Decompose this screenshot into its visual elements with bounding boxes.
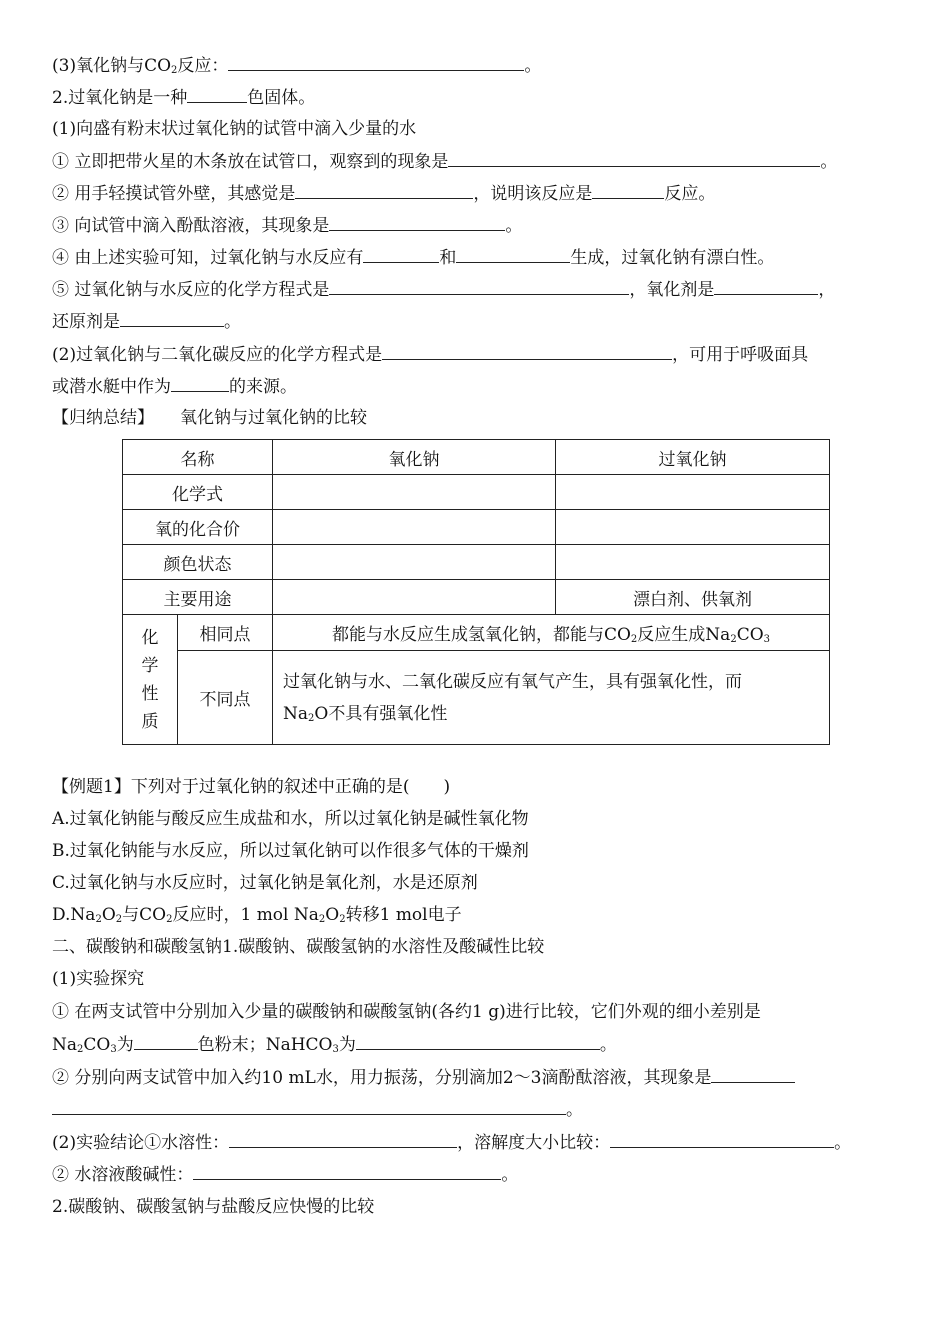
same-point-label: 相同点 (178, 615, 273, 651)
table-header-cell: 过氧化钠 (556, 440, 830, 475)
question-line-color: 2.过氧化钠是一种 色固体。 (52, 88, 316, 108)
table-row (123, 615, 830, 651)
answer-blank[interactable] (134, 1033, 198, 1050)
row-label: 颜色状态 (123, 545, 273, 580)
answer-cell[interactable] (273, 545, 556, 580)
answer-blank[interactable] (456, 246, 570, 263)
question-line-conclusion: (2)实验结论①水溶性： ，溶解度大小比较： 。 (52, 1133, 852, 1153)
table-header-cell: 氧化钠 (273, 440, 556, 475)
question-line-phenolphthalein: ③ 向试管中滴入酚酞溶液，其现象是 。 (52, 216, 523, 236)
table-row (123, 651, 830, 745)
example-question: 【例题1】下列对于过氧化钠的叙述中正确的是( ) (52, 777, 451, 797)
option-c[interactable]: C.过氧化钠与水反应时，过氧化钠是氧化剂，水是还原剂 (52, 873, 478, 893)
question-line-splint: ① 立即把带火星的木条放在试管口，观察到的现象是 。 (52, 152, 838, 172)
answer-blank[interactable] (448, 150, 820, 167)
question-line-touch: ② 用手轻摸试管外壁，其感觉是 ，说明该反应是 反应。 (52, 184, 716, 204)
row-label: 主要用途 (123, 580, 273, 615)
answer-blank[interactable] (187, 86, 247, 103)
row-label: 氧的化合价 (123, 510, 273, 545)
experiment-intro: (1)向盛有粉末状过氧化钠的试管中滴入少量的水 (52, 119, 417, 139)
table-cell: 漂白剂、供氧剂 (556, 580, 830, 615)
summary-title: 氧化钠与过氧化钠的比较 (180, 408, 367, 428)
question-line-acidity: ② 水溶液酸碱性： 。 (52, 1165, 519, 1185)
chem-property-label: 化 学 性 质 (123, 615, 178, 745)
option-d[interactable]: $D.Na_2O_2$与$CO_2$反应时，1 mol $Na_2O_2$转移1 mol电子 (52, 905, 462, 925)
answer-blank[interactable] (295, 182, 473, 199)
question-line-3-co2: (3)氧化钠与$CO_2$反应： 。 (52, 56, 542, 76)
summary-heading (52, 407, 367, 429)
summary-tag: 【归纳总结】 (52, 408, 154, 428)
question-line-source: 或潜水艇中作为 的来源。 (52, 377, 297, 397)
table-header-cell: 名称 (123, 440, 273, 475)
experiment-step-1: ① 在两支试管中分别加入少量的碳酸钠和碳酸氢钠(各约1 g)进行比较，它们外观的细小差别是 (52, 1002, 761, 1022)
answer-blank[interactable] (52, 1098, 566, 1115)
answer-line-continued: 。 (52, 1098, 583, 1121)
answer-cell[interactable] (273, 475, 556, 510)
question-line-reductant: 还原剂是 。 (52, 312, 241, 332)
answer-blank[interactable] (193, 1163, 501, 1180)
answer-blank[interactable] (356, 1033, 600, 1050)
row-label: 化学式 (123, 475, 273, 510)
table-row (123, 580, 830, 615)
answer-cell[interactable] (556, 475, 830, 510)
option-a[interactable]: A.过氧化钠能与酸反应生成盐和水，所以过氧化钠是碱性氧化物 (52, 809, 529, 829)
answer-cell[interactable] (273, 580, 556, 615)
table-row (123, 545, 830, 580)
section-subheading: 2.碳酸钠、碳酸氢钠与盐酸反应快慢的比较 (52, 1197, 375, 1217)
answer-cell[interactable] (556, 510, 830, 545)
answer-blank[interactable] (714, 278, 818, 295)
answer-cell[interactable] (273, 510, 556, 545)
answer-cell[interactable] (556, 545, 830, 580)
table-row (123, 510, 830, 545)
table-header-row (123, 440, 830, 475)
answer-blank[interactable] (120, 310, 224, 327)
answer-blank[interactable] (592, 182, 664, 199)
same-point-text: 都能与水反应生成氢氧化钠，都能与$CO_2$反应生成$Na_2CO_3$ (273, 615, 830, 651)
option-b[interactable]: B.过氧化钠能与水反应，所以过氧化钠可以作很多气体的干燥剂 (52, 841, 529, 861)
table-row (123, 475, 830, 510)
experiment-step-2: ② 分别向两支试管中加入约10 mL水，用力振荡，分别滴加2～3滴酚酞溶液，其现象是 (52, 1066, 795, 1089)
question-line-appearance: $Na_2CO_3$为 色粉末；NaHCO$_3$为 。 (52, 1035, 617, 1055)
answer-blank[interactable] (229, 1131, 457, 1148)
question-line-co2-equation: (2)过氧化钠与二氧化碳反应的化学方程式是 ，可用于呼吸面具 (52, 345, 809, 365)
answer-blank[interactable] (171, 375, 229, 392)
section-heading: 二、碳酸钠和碳酸氢钠1.碳酸钠、碳酸氢钠的水溶性及酸碱性比较 (52, 937, 545, 957)
experiment-heading: (1)实验探究 (52, 969, 145, 989)
answer-blank[interactable] (363, 246, 439, 263)
comparison-table (122, 439, 830, 745)
answer-blank[interactable] (711, 1066, 795, 1083)
answer-blank[interactable] (382, 343, 672, 360)
answer-blank[interactable] (329, 278, 629, 295)
diff-point-text: 过氧化钠与水、二氧化碳反应有氧气产生，具有强氧化性，而 $Na_2O$不具有强氧化性 (273, 651, 830, 745)
answer-blank[interactable] (228, 54, 524, 71)
answer-blank[interactable] (329, 214, 505, 231)
diff-point-label: 不同点 (178, 651, 273, 745)
question-line-equation: ⑤ 过氧化钠与水反应的化学方程式是 ，氧化剂是 ， (52, 280, 836, 300)
question-line-products: ④ 由上述实验可知，过氧化钠与水反应有 和 生成，过氧化钠有漂白性。 (52, 248, 775, 268)
answer-blank[interactable] (610, 1131, 834, 1148)
